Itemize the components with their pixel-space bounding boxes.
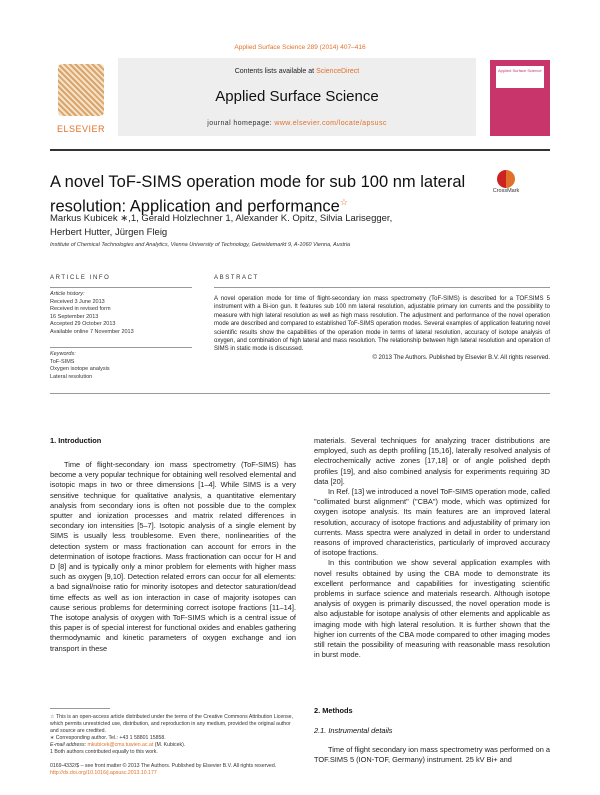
cover-title: Applied Surface Science (498, 68, 542, 73)
journal-header (50, 58, 550, 142)
journal-citation: Applied Surface Science 289 (2014) 407–416 (234, 44, 366, 51)
divider (214, 287, 550, 288)
article-history: Article history: Received 3 June 2013 Received in revised form 16 September 2013 Accepted 29 October 2013 Available online 7 November 2013 (50, 291, 134, 335)
homepage-link[interactable]: www.elsevier.com/locate/apsusc (274, 120, 387, 127)
crossmark-badge[interactable]: CrossMark (486, 170, 526, 200)
article-info-heading: ARTICLE INFO (50, 275, 111, 281)
divider (50, 287, 192, 288)
publisher-name: ELSEVIER (56, 124, 106, 134)
journal-cover (490, 60, 550, 136)
elsevier-logo (50, 62, 112, 134)
intro-right-column: materials. Several techniques for analyzing tracer distributions are employed, such as depth profiling [15,16], laterally resolved analysis of electrochemically active zones [17,18] or of angle polished depth profiles [19], and also combined analysis for experiments requiring 3D data [20]. In Ref. [13] we introduced a novel ToF-SIMS operation mode, called "collimated burst alignment" ("CBA") mode, which was optimized for oxygen isotope analysis. Its main features are an improved lateral resolution, accuracy of isotope fractions and adjustability of primary ion currents. Mass spectra were analyzed in detail in order to understand reasons of improved characteristics, particularly of improved accuracy of isotope fractions. In this contribution we show several application examples with novel results obtained by using the CBA mode to demonstrate its excellent performance and capabilities for investigating scientific problems in surface science and materials research. Although isotope analysis of oxygen is primarily discussed, the novel operation mode is also adjustable for isotope analysis of other elements and applicable as imaging mode with high lateral resolution. It is further shown that the higher ion currents of the CBA mode compared to other imaging modes still retain the possibility of measuring with reasonable mass resolution in burst mode. (314, 436, 550, 660)
affiliation: Institute of Chemical Technologies and Analytics, Vienna University of Technology, Getreidemarkt 9, A-1060 Vienna, Austria (50, 242, 351, 248)
crossmark-icon (497, 170, 515, 188)
footnotes: ☆ This is an open-access article distributed under the terms of the Creative Commons Attribution License, which permits unrestricted use, distribution, and reproduction in any medium, provided the original author and source are credited. ∗ Corresponding author. Tel.: +43 1 58801 15858. E-mail address: mkubicek@cms.tuwien.ac.at (M. Kubicek). 1 Both authors contributed equally to this work. (50, 714, 294, 755)
tree-icon (58, 64, 104, 116)
intro-paragraph: Time of flight-secondary ion mass spectrometry (ToF-SIMS) has become a very popular technique for obtaining well resolved elemental and isotopic maps in two or three dimensions [1–4]. While SIMS is a very sensitive technique for qualitative analysis, a quantitative elementary analysis from secondary ions is often not possible due to the complex sputter and ionization processes and matrix related differences in secondary ion intensities [5–7]. Isotopic analysis of a single element by SIMS is usually less troublesome. Even there, nonlinearities of the detection system or mass fractionation can account for errors in the determination of isotope fractions. Mass fractionation can occur for H and D [8] and is typically only a minor problem for elements with higher mass such as oxygen [9,10]. Detection related errors can occur for all elements: a bad signal/noise ratio for minority isotopes and detector saturation/dead time effects as well as ion interaction in case of majority isotopes can cause serious problems for determining correct isotope fractions [11–14]. The isotope analysis of oxygen with ToF-SIMS which is a central issue of this paper is of special interest for functional oxides and enables gathering thermodynamic and kinetic parameters of oxygen exchange and ion transport in these (50, 460, 296, 653)
abstract-body: A novel operation mode for time of flight-secondary ion mass spectrometry (ToF-SIMS) is described for a TOF.SIMS 5 instrument with a Bi-ion gun. It features sub 100 nm lateral resolution, adjustable primary ion currents and the possibility to measure with high lateral resolution as well as high mass resolution. The adjustment and performance of the novel operation mode are described and compared to established ToF-SIMS operation modes. Several examples of application featuring novel scientific results show the capabilities of the operation mode in terms of lateral resolution, accuracy of isotope analysis of oxygen, and combination of high lateral and mass resolution. The relationship between high lateral resolution and operation of SIMS in static mode is discussed. © 2013 The Authors. Published by Elsevier B.V. All rights reserved. (214, 296, 550, 361)
contents-line: Contents lists available at ScienceDirect (234, 68, 360, 75)
divider (50, 347, 192, 348)
header-rule (50, 149, 550, 151)
keywords: Keywords: ToF-SIMS Oxygen isotope analysis Lateral resolution (50, 351, 110, 380)
methods-paragraph: Time of flight secondary ion mass spectrometry was performed on a TOF.SIMS 5 (ION-TOF, Germany) instrument. 25 kV Bi+ and (314, 745, 550, 765)
abstract-heading: ABSTRACT (214, 275, 259, 281)
header-banner (118, 58, 476, 136)
sciencedirect-link[interactable]: ScienceDirect (316, 68, 360, 75)
copyright: © 2013 The Authors. Published by Elsevier B.V. All rights reserved. (372, 354, 550, 361)
divider (50, 708, 110, 709)
email-link[interactable]: mkubicek@cms.tuwien.ac.at (87, 742, 154, 748)
doi-link[interactable]: http://dx.doi.org/10.1016/j.apsusc.2013.10.177 (50, 770, 157, 776)
intro-heading: 1. Introduction (50, 436, 102, 445)
divider (50, 393, 550, 394)
journal-name: Applied Surface Science (215, 88, 379, 105)
homepage-line: journal homepage: www.elsevier.com/locate/apsusc (207, 120, 387, 127)
article-title: A novel ToF-SIMS operation mode for sub 100 nm lateral resolution: Application and performance☆ (50, 173, 466, 216)
publication-info: 0169-4332/$ – see front matter © 2013 The Authors. Published by Elsevier B.V. All rights reserved. http://dx.doi.org/10.1016/j.apsusc.2013.10.177 (50, 763, 550, 777)
methods-heading: 2. Methods (314, 706, 353, 715)
instrumental-heading: 2.1. Instrumental details (314, 726, 393, 735)
author-list: Markus Kubicek ∗,1, Gerald Holzlechner 1, Alexander K. Opitz, Silvia Larisegger, Herbert Hutter, Jürgen Fleig (50, 213, 393, 238)
